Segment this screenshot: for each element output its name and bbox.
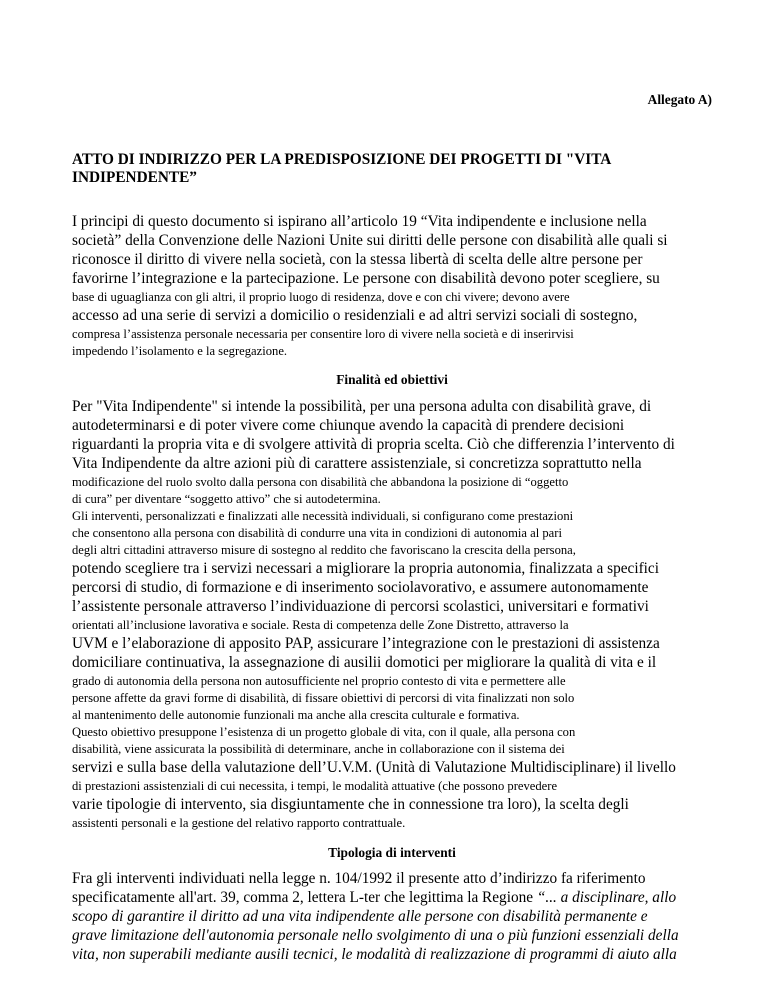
quoted-text: “... a disciplinare, allo <box>536 889 677 906</box>
paragraph-line: di cura” per diventare “soggetto attivo” che si autodetermina. <box>72 492 381 506</box>
paragraph-line: autodeterminarsi e di poter vivere come chiunque avendo la capacità di prendere decisioni <box>72 417 625 434</box>
paragraph-line: persone affette da gravi forme di disabilità, di fissare obiettivi di percorsi di vita finalizzati non solo <box>72 691 575 705</box>
paragraph-line: assistenti personali e la gestione del relativo rapporto contrattuale. <box>72 816 406 830</box>
annex-label: Allegato A) <box>647 92 712 107</box>
paragraph-line: Per "Vita Indipendente" si intende la possibilità, per una persona adulta con disabilità grave, di <box>72 398 652 415</box>
paragraph-line: servizi e sulla base della valutazione dell’U.V.M. (Unità di Valutazione Multidisciplinare) il livello <box>72 759 676 776</box>
paragraph-line: UVM e l’elaborazione di apposito PAP, assicurare l’integrazione con le prestazioni di assistenza <box>72 635 660 652</box>
intro-line: riconosce il diritto di vivere nella società, con la stessa libertà di scelta delle altre persone per <box>72 251 643 268</box>
quoted-line: grave limitazione dell'autonomia personale nello svolgimento di una o più funzioni essenziali della <box>72 927 679 944</box>
paragraph-line: domiciliare continuativa, la assegnazione di ausilii domotici per migliorare la qualità di vita e il <box>72 654 657 671</box>
intro-line: società” della Convenzione delle Nazioni Unite sui diritti delle persone con disabilità alle quali si <box>72 232 668 249</box>
intro-line: favorirne l’integrazione e la partecipazione. Le persone con disabilità devono poter scegliere, su <box>72 270 660 287</box>
paragraph-line: Questo obiettivo presuppone l’esistenza di un progetto globale di vita, con il quale, alla persona con <box>72 725 576 739</box>
paragraph-line: potendo scegliere tra i servizi necessari a migliorare la propria autonomia, finalizzata a specifici <box>72 560 659 577</box>
paragraph-line: riguardanti la propria vita e di svolgere attività di propria scelta. Ciò che differenzia l’intervento di <box>72 436 675 453</box>
paragraph-line-mixed <box>72 890 676 905</box>
intro-line: I principi di questo documento si ispirano all’articolo 19 “Vita indipendente e inclusione nella <box>72 213 647 230</box>
paragraph-line: grado di autonomia della persona non autosufficiente nel proprio contesto di vita e permettere alle <box>72 674 566 688</box>
quoted-line: vita, non superabili mediante ausili tecnici, le modalità di realizzazione di programmi di aiuto alla <box>72 946 677 963</box>
paragraph-line: degli altri cittadini attraverso misure di sostegno al reddito che favoriscano la crescita della persona, <box>72 543 576 557</box>
paragraph-line: Vita Indipendente da altre azioni più di carattere assistenziale, si concretizza soprattutto nella <box>72 455 642 472</box>
paragraph-line: modificazione del ruolo svolto dalla persona con disabilità che abbandona la posizione di “oggetto <box>72 475 569 489</box>
paragraph-line: Gli interventi, personalizzati e finalizzati alle necessità individuali, si configurano come prestazioni <box>72 509 574 523</box>
paragraph-line: di prestazioni assistenziali di cui necessita, i tempi, le modalità attuative (che possono prevedere <box>72 779 558 793</box>
paragraph-line: orientati all’inclusione lavorativa e sociale. Resta di competenza delle Zone Distretto, attraverso la <box>72 618 569 632</box>
paragraph-line: al mantenimento delle autonomie funzionali ma anche alla crescita culturale e formativa. <box>72 708 520 722</box>
paragraph-line: disabilità, viene assicurata la possibilità di determinare, anche in collaborazione con il sistema dei <box>72 742 565 756</box>
paragraph-text: specificatamente all'art. 39, comma 2, lettera L-ter che legittima la Regione <box>72 889 537 906</box>
paragraph-line: percorsi di studio, di formazione e di inserimento sociolavorativo, e assumere autonomamente <box>72 579 649 596</box>
intro-line: compresa l’assistenza personale necessaria per consentire loro di vivere nella società e di inserirvisi <box>72 327 574 341</box>
document-title-line-2: INDIPENDENTE” <box>72 169 197 186</box>
paragraph-line: l’assistente personale attraverso l’individuazione di percorsi scolastici, universitari e formativi <box>72 598 649 615</box>
paragraph-line: che consentono alla persona con disabilità di condurre una vita in condizioni di autonomia al pari <box>72 526 562 540</box>
intro-line: base di uguaglianza con gli altri, il proprio luogo di residenza, dove e con chi vivere; devono avere <box>72 290 570 304</box>
section-heading-finalita: Finalità ed obiettivi <box>336 372 448 387</box>
quoted-line: scopo di garantire il diritto ad una vita indipendente alle persone con disabilità permanente e <box>72 908 648 925</box>
section-heading-tipologia: Tipologia di interventi <box>328 845 456 860</box>
intro-line: impedendo l’isolamento e la segregazione. <box>72 344 288 358</box>
paragraph-line: Fra gli interventi individuati nella legge n. 104/1992 il presente atto d’indirizzo fa riferimento <box>72 870 646 887</box>
paragraph-line: varie tipologie di intervento, sia disgiuntamente che in connessione tra loro), la scelta degli <box>72 796 629 813</box>
document-title-line-1: ATTO DI INDIRIZZO PER LA PREDISPOSIZIONE DEI PROGETTI DI "VITA <box>72 151 612 168</box>
intro-line: accesso ad una serie di servizi a domicilio o residenziali e ad altri servizi sociali di sostegno, <box>72 307 638 324</box>
